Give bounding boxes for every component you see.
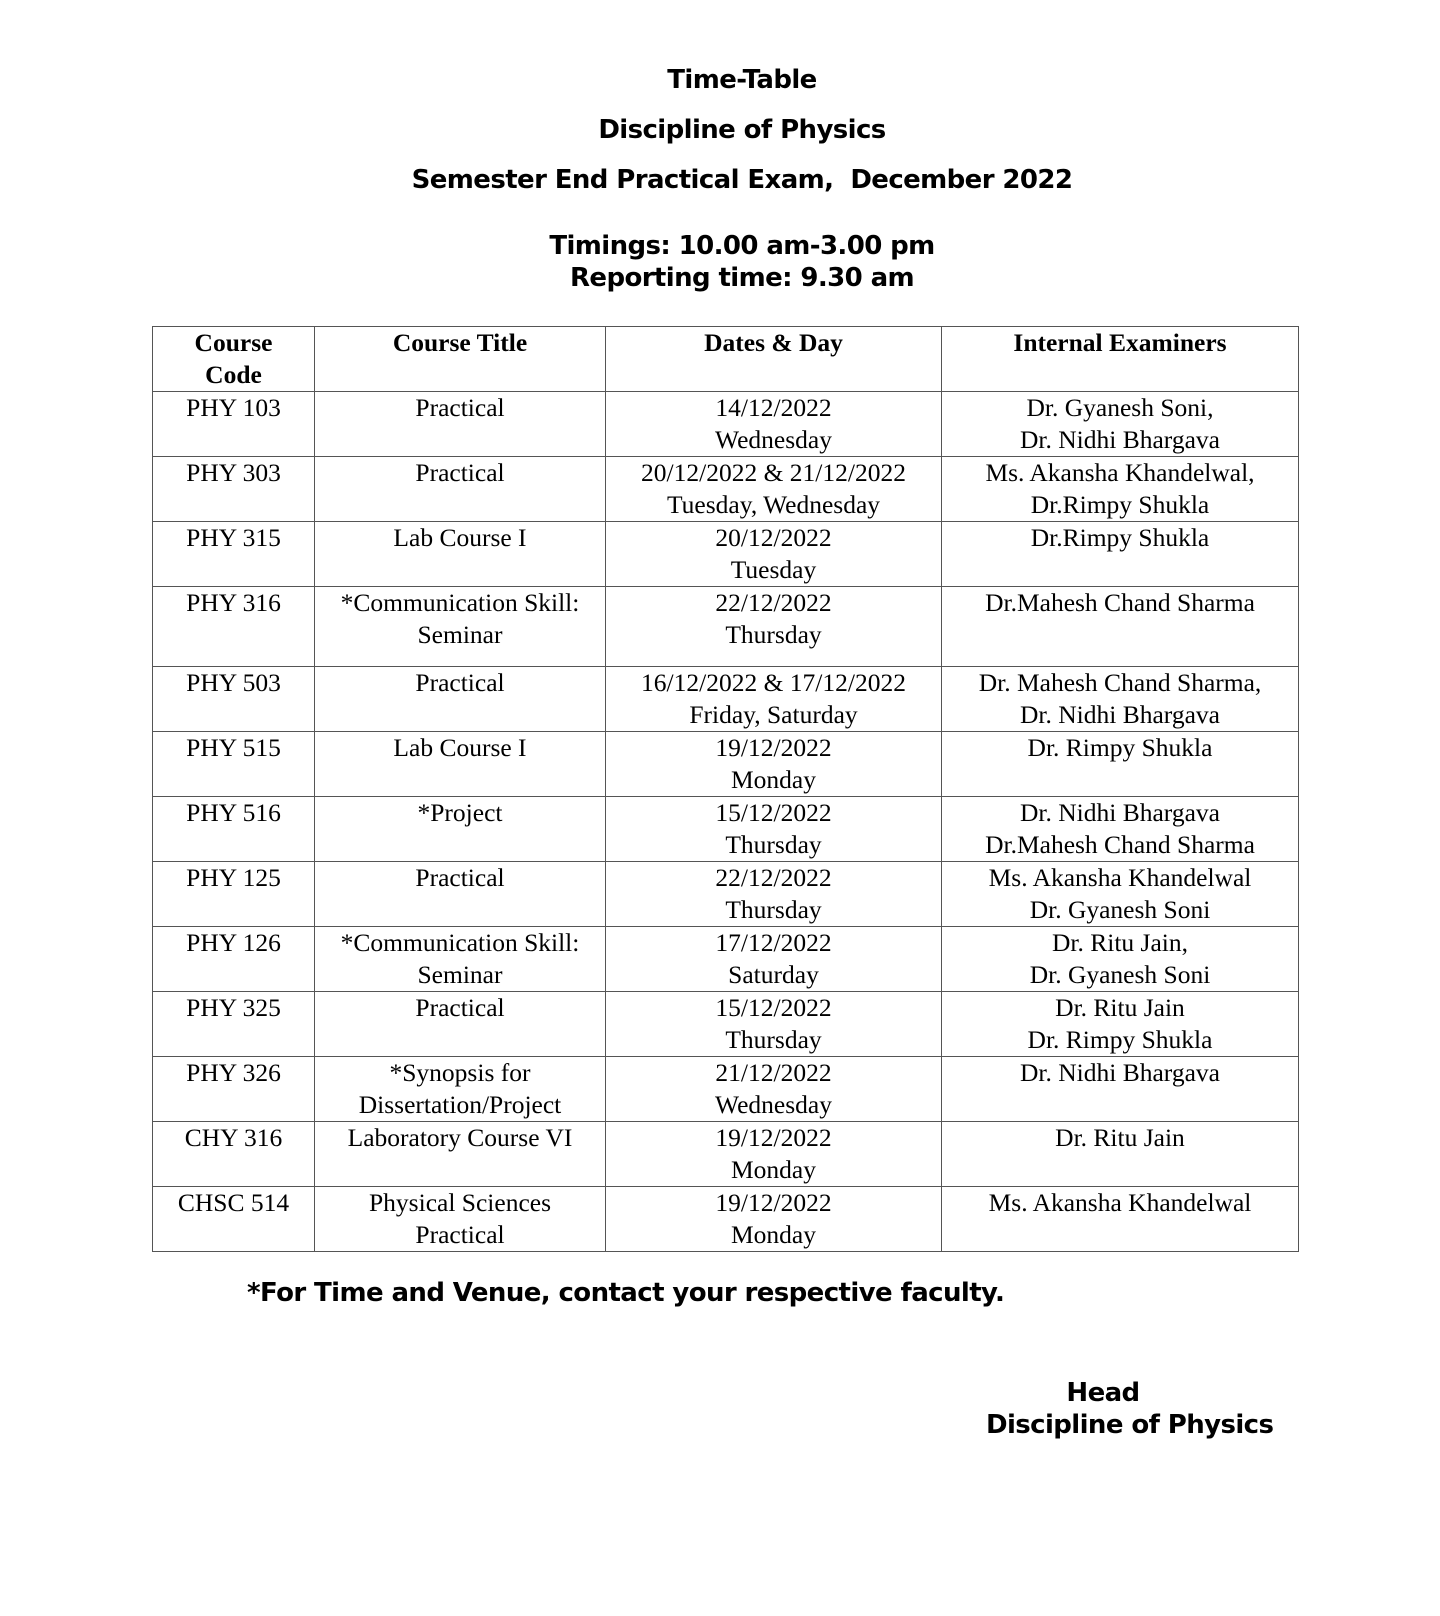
cell-course-code: PHY 325	[153, 992, 315, 1057]
cell-course-title-line-1: Practical	[415, 668, 505, 697]
cell-internal-examiners-line-2: Dr. Nidhi Bhargava	[1020, 425, 1220, 454]
cell-course-title	[315, 1057, 606, 1122]
document-title: Time-Table	[667, 65, 817, 95]
cell-dates-day-line-1: 21/12/2022	[715, 1058, 832, 1087]
cell-internal-examiners-line-1: Ms. Akansha Khandelwal,	[985, 458, 1255, 487]
cell-internal-examiners	[942, 392, 1299, 457]
cell-internal-examiners-line-2: Dr.Rimpy Shukla	[1030, 490, 1210, 519]
cell-course-title	[315, 392, 606, 457]
cell-dates-day	[606, 992, 942, 1057]
cell-dates-day-line-2: Thursday	[725, 620, 822, 649]
discipline-heading: Discipline of Physics	[598, 115, 886, 145]
table-row	[153, 667, 1299, 732]
cell-dates-day-line-1: 17/12/2022	[715, 928, 832, 957]
table-row	[153, 587, 1299, 667]
cell-internal-examiners	[942, 992, 1299, 1057]
cell-course-title-line-2: Seminar	[417, 960, 503, 989]
cell-dates-day	[606, 927, 942, 992]
cell-course-code: PHY 516	[153, 797, 315, 862]
header-course-title: Course Title	[315, 327, 606, 392]
cell-internal-examiners-line-1: Dr. Mahesh Chand Sharma,	[978, 668, 1262, 697]
timetable	[152, 326, 1299, 1252]
cell-dates-day	[606, 1057, 942, 1122]
cell-course-title-line-1: Practical	[415, 458, 505, 487]
cell-course-code: PHY 103	[153, 392, 315, 457]
cell-dates-day-line-2: Friday, Saturday	[689, 700, 858, 729]
cell-dates-day-line-2: Wednesday	[715, 1090, 832, 1119]
cell-dates-day-line-1: 22/12/2022	[715, 863, 832, 892]
cell-dates-day-line-2: Monday	[731, 765, 816, 794]
cell-internal-examiners	[942, 797, 1299, 862]
cell-dates-day-line-1: 15/12/2022	[715, 993, 832, 1022]
cell-course-title-line-1: *Communication Skill:	[340, 588, 580, 617]
cell-course-code: PHY 515	[153, 732, 315, 797]
cell-internal-examiners	[942, 862, 1299, 927]
cell-internal-examiners-line-1: Dr. Nidhi Bhargava	[1020, 1058, 1220, 1087]
cell-dates-day	[606, 797, 942, 862]
cell-internal-examiners-line-1: Dr.Rimpy Shukla	[1030, 523, 1210, 552]
timings-text: Timings: 10.00 am-3.00 pm	[549, 231, 935, 261]
cell-course-code: PHY 503	[153, 667, 315, 732]
table-row	[153, 1187, 1299, 1252]
cell-internal-examiners-line-1: Ms. Akansha Khandelwal	[988, 863, 1252, 892]
cell-course-title	[315, 1122, 606, 1187]
cell-internal-examiners-line-1: Dr. Nidhi Bhargava	[1020, 798, 1220, 827]
cell-course-title	[315, 457, 606, 522]
header-dates-day: Dates & Day	[606, 327, 942, 392]
cell-course-title-line-1: *Communication Skill:	[340, 928, 580, 957]
table-body	[153, 392, 1299, 1252]
cell-dates-day-line-2: Monday	[731, 1220, 816, 1249]
cell-internal-examiners	[942, 522, 1299, 587]
table-row	[153, 522, 1299, 587]
cell-dates-day-line-1: 22/12/2022	[715, 588, 832, 617]
cell-dates-day-line-1: 14/12/2022	[715, 393, 832, 422]
cell-dates-day	[606, 522, 942, 587]
cell-dates-day	[606, 1187, 942, 1252]
cell-course-title-line-1: Practical	[415, 393, 505, 422]
cell-internal-examiners-line-2: Dr. Rimpy Shukla	[1027, 1025, 1213, 1054]
cell-course-title-line-1: *Synopsis for	[389, 1058, 531, 1087]
cell-internal-examiners	[942, 1187, 1299, 1252]
signature-role: Head	[1066, 1378, 1140, 1408]
header-internal-examiners: Internal Examiners	[942, 327, 1299, 392]
reporting-time-text: Reporting time: 9.30 am	[569, 263, 915, 293]
cell-internal-examiners-line-2: Dr. Gyanesh Soni	[1029, 895, 1211, 924]
cell-course-title	[315, 522, 606, 587]
cell-dates-day	[606, 732, 942, 797]
cell-internal-examiners-line-1: Dr. Ritu Jain	[1055, 1123, 1185, 1152]
cell-course-code: PHY 326	[153, 1057, 315, 1122]
cell-course-code: CHSC 514	[153, 1187, 315, 1252]
cell-course-title-line-1: Lab Course I	[393, 523, 527, 552]
cell-course-title-line-1: Physical Sciences	[369, 1188, 551, 1217]
cell-course-title-line-1: Practical	[415, 993, 505, 1022]
cell-dates-day-line-2: Tuesday, Wednesday	[666, 490, 881, 519]
cell-course-code: PHY 316	[153, 587, 315, 667]
cell-internal-examiners	[942, 587, 1299, 667]
cell-internal-examiners-line-2: Dr. Nidhi Bhargava	[1020, 700, 1220, 729]
cell-dates-day	[606, 392, 942, 457]
cell-dates-day	[606, 667, 942, 732]
cell-course-title-line-1: Practical	[415, 863, 505, 892]
cell-course-code: PHY 126	[153, 927, 315, 992]
cell-internal-examiners	[942, 1057, 1299, 1122]
cell-course-code: PHY 303	[153, 457, 315, 522]
cell-dates-day	[606, 862, 942, 927]
table-row	[153, 1122, 1299, 1187]
header-course-code	[153, 327, 315, 392]
table-row	[153, 1057, 1299, 1122]
cell-dates-day-line-2: Tuesday	[730, 555, 817, 584]
cell-internal-examiners	[942, 1122, 1299, 1187]
cell-course-title-line-2: Practical	[415, 1220, 505, 1249]
cell-internal-examiners-line-1: Ms. Akansha Khandelwal	[988, 1188, 1252, 1217]
table-row	[153, 392, 1299, 457]
footnote: *For Time and Venue, contact your respective faculty.	[247, 1278, 1005, 1308]
cell-course-title-line-2: Dissertation/Project	[358, 1090, 562, 1119]
cell-course-title-line-1: Laboratory Course VI	[347, 1123, 573, 1152]
cell-dates-day-line-2: Saturday	[728, 960, 819, 989]
table-row	[153, 732, 1299, 797]
cell-course-code: PHY 315	[153, 522, 315, 587]
cell-course-code: PHY 125	[153, 862, 315, 927]
cell-course-title-line-1: *Project	[417, 798, 503, 827]
cell-dates-day-line-2: Thursday	[725, 1025, 822, 1054]
cell-dates-day-line-2: Thursday	[725, 830, 822, 859]
table-row	[153, 992, 1299, 1057]
cell-course-title	[315, 587, 606, 667]
cell-dates-day-line-1: 20/12/2022	[715, 523, 832, 552]
cell-internal-examiners-line-2: Dr. Gyanesh Soni	[1029, 960, 1211, 989]
cell-internal-examiners-line-1: Dr. Rimpy Shukla	[1027, 733, 1213, 762]
cell-course-title	[315, 797, 606, 862]
cell-course-title	[315, 992, 606, 1057]
cell-course-title	[315, 862, 606, 927]
cell-internal-examiners	[942, 732, 1299, 797]
cell-course-title-line-2: Seminar	[417, 620, 503, 649]
exam-heading: Semester End Practical Exam, December 2022	[411, 165, 1073, 195]
cell-dates-day-line-2: Wednesday	[715, 425, 832, 454]
cell-course-title	[315, 667, 606, 732]
cell-internal-examiners-line-2: Dr.Mahesh Chand Sharma	[985, 830, 1255, 859]
cell-internal-examiners-line-1: Dr. Ritu Jain	[1055, 993, 1185, 1022]
cell-course-title-line-1: Lab Course I	[393, 733, 527, 762]
header-course-code-line-2: Code	[205, 360, 262, 389]
cell-dates-day-line-1: 15/12/2022	[715, 798, 832, 827]
cell-internal-examiners-line-1: Dr. Ritu Jain,	[1051, 928, 1188, 957]
signature-department: Discipline of Physics	[986, 1410, 1274, 1440]
cell-internal-examiners	[942, 457, 1299, 522]
cell-course-title	[315, 732, 606, 797]
header-course-code-line-1: Course	[194, 328, 273, 357]
cell-internal-examiners	[942, 667, 1299, 732]
table-row	[153, 797, 1299, 862]
cell-dates-day-line-1: 19/12/2022	[715, 733, 832, 762]
cell-dates-day-line-1: 19/12/2022	[715, 1123, 832, 1152]
cell-dates-day-line-1: 19/12/2022	[715, 1188, 832, 1217]
cell-dates-day	[606, 457, 942, 522]
table-row	[153, 457, 1299, 522]
cell-dates-day-line-1: 16/12/2022 & 17/12/2022	[641, 668, 906, 697]
cell-dates-day-line-2: Thursday	[725, 895, 822, 924]
table-row	[153, 862, 1299, 927]
cell-dates-day	[606, 1122, 942, 1187]
cell-dates-day-line-2: Monday	[731, 1155, 816, 1184]
cell-internal-examiners-line-1: Dr.Mahesh Chand Sharma	[985, 588, 1255, 617]
cell-course-title	[315, 1187, 606, 1252]
cell-dates-day	[606, 587, 942, 667]
table-row	[153, 927, 1299, 992]
cell-dates-day-line-1: 20/12/2022 & 21/12/2022	[641, 458, 906, 487]
cell-course-title	[315, 927, 606, 992]
cell-internal-examiners	[942, 927, 1299, 992]
cell-course-code: CHY 316	[153, 1122, 315, 1187]
table-header-row	[153, 327, 1299, 392]
cell-internal-examiners-line-1: Dr. Gyanesh Soni,	[1026, 393, 1214, 422]
